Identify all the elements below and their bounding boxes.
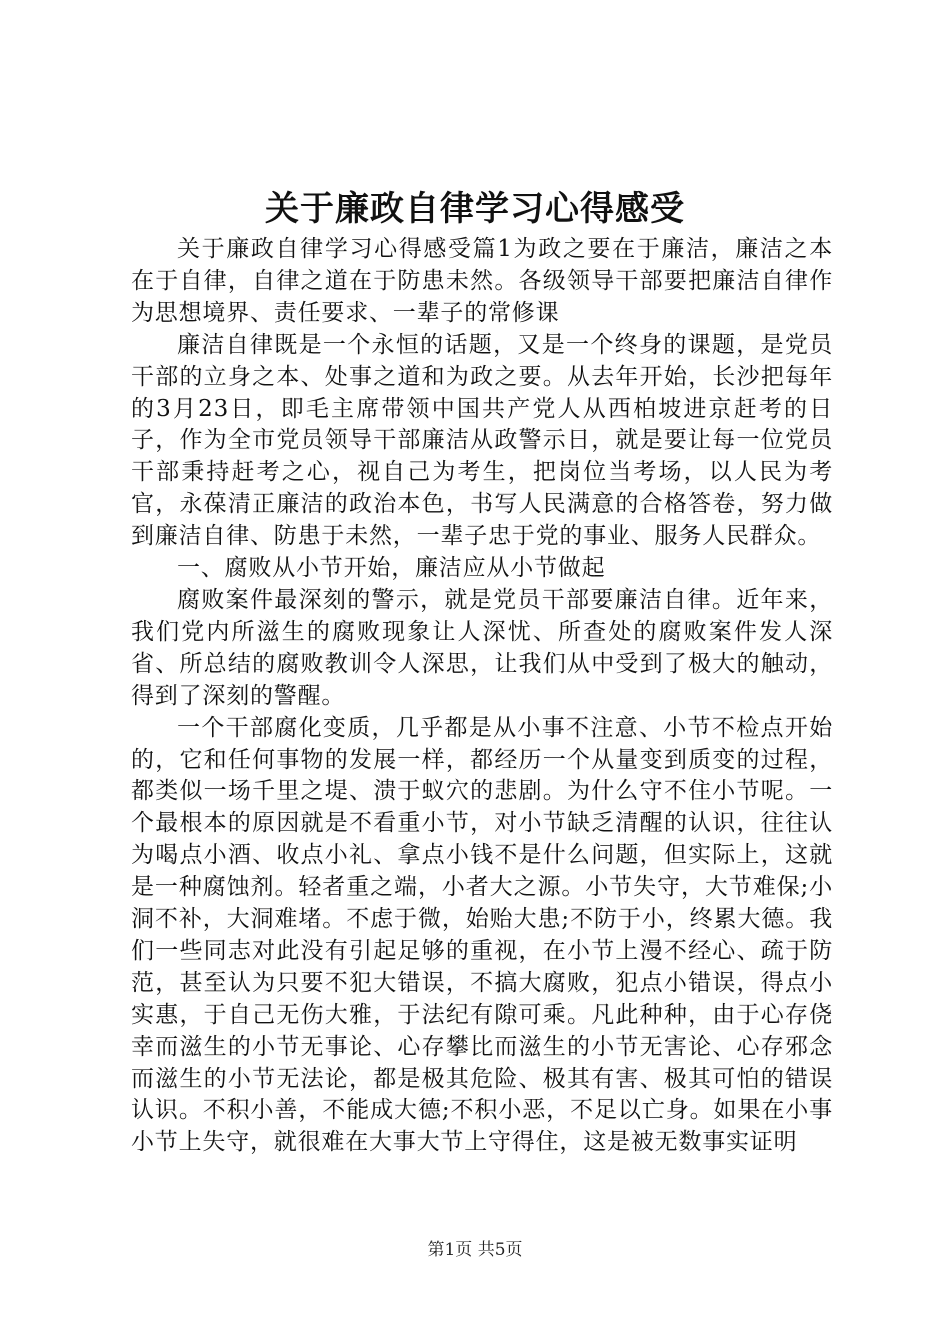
document-body: [131, 234, 833, 1159]
document-title: 关于廉政自律学习心得感受: [265, 189, 685, 229]
paragraph-intro: 关于廉政自律学习心得感受篇1为政之要在于廉洁，廉洁之本在于自律，自律之道在于防患未然。各级领导干部要把廉洁自律作为思想境界、责任要求、一辈子的常修课: [131, 236, 833, 326]
paragraph-warning: 腐败案件最深刻的警示，就是党员干部要廉洁自律。近年来，我们党内所滋生的腐败现象让人深忧、所查处的腐败案件发人深省、所总结的腐败教训令人深思，让我们从中受到了极大的触动，得到了深刻的警醒。: [131, 586, 833, 709]
paragraph-theme: 廉洁自律既是一个永恒的话题，又是一个终身的课题，是党员干部的立身之本、处事之道和为政之要。从去年开始，长沙把每年的3月23日，即毛主席带领中国共产党人从西柏坡进京赶考的日子，作为全市党员领导干部廉洁从政警示日，就是要让每一位党员干部秉持赶考之心，视自己为考生，把岗位当考场，以人民为考官，永葆清正廉洁的政治本色，书写人民满意的合格答卷，努力做到廉洁自律、防患于未然，一辈子忠于党的事业、服务人民群众。: [131, 331, 833, 550]
page-number-footer: 第1页 共5页: [427, 1240, 523, 1260]
paragraph-small-details: 一个干部腐化变质，几乎都是从小事不注意、小节不检点开始的，它和任何事物的发展一样，都经历一个从量变到质变的过程，都类似一场千里之堤、溃于蚁穴的悲剧。为什么守不住小节呢。一个最根本的原因就是不看重小节，对小节缺乏清醒的认识，往往认为喝点小酒、收点小礼、拿点小钱不是什么问题，但实际上，这就是一种腐蚀剂。轻者重之端，小者大之源。小节失守，大节难保;小洞不补，大洞难堵。不虑于微，始贻大患;不防于小，终累大德。我们一些同志对此没有引起足够的重视，在小节上漫不经心、疏于防范，甚至认为只要不犯大错误，不搞大腐败，犯点小错误，得点小实惠，于自己无伤大雅，于法纪有隙可乘。凡此种种，由于心存侥幸而滋生的小节无事论、心存攀比而滋生的小节无害论、心存邪念而滋生的小节无法论，都是极其危险、极其有害、极其可怕的错误认识。不积小善，不能成大德;不积小恶，不足以亡身。如果在小事小节上失守，就很难在大事大节上守得住，这是被无数事实证明: [131, 714, 833, 1156]
section-heading-1: 一、腐败从小节开始，廉洁应从小节做起: [177, 555, 606, 582]
